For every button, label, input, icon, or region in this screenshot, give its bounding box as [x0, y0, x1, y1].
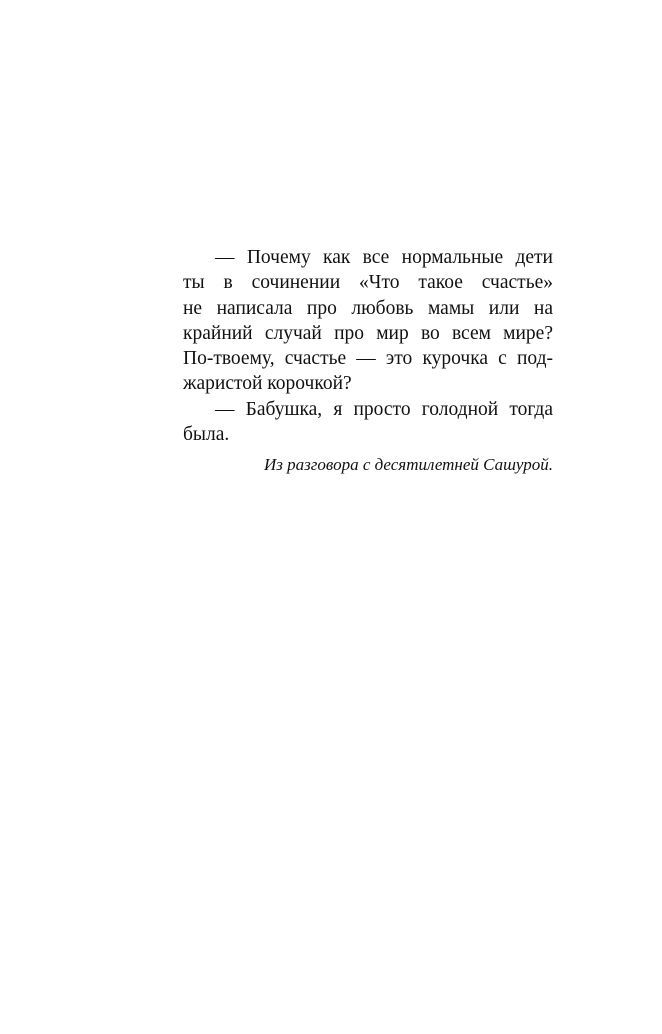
- epigraph-attribution: Из разговора с десятилетней Сашурой.: [264, 455, 553, 475]
- epigraph-line-2: ты в сочинении «Что такое счастье»: [183, 272, 553, 294]
- epigraph-line-6: жаристой корочкой?: [183, 373, 352, 395]
- epigraph-line-5: По-твоему, счастье — это курочка с под-: [183, 348, 553, 370]
- epigraph-line-3: не написала про любовь мамы или на: [183, 297, 553, 319]
- epigraph-line-1: — Почему как все нормальные дети: [215, 247, 553, 268]
- epigraph-line-8: была.: [183, 424, 230, 446]
- epigraph-block: [183, 245, 553, 477]
- epigraph-line-7: — Бабушка, я просто голодной тогда: [215, 398, 553, 420]
- epigraph-line-4: крайний случай про мир во всем мире?: [183, 322, 553, 344]
